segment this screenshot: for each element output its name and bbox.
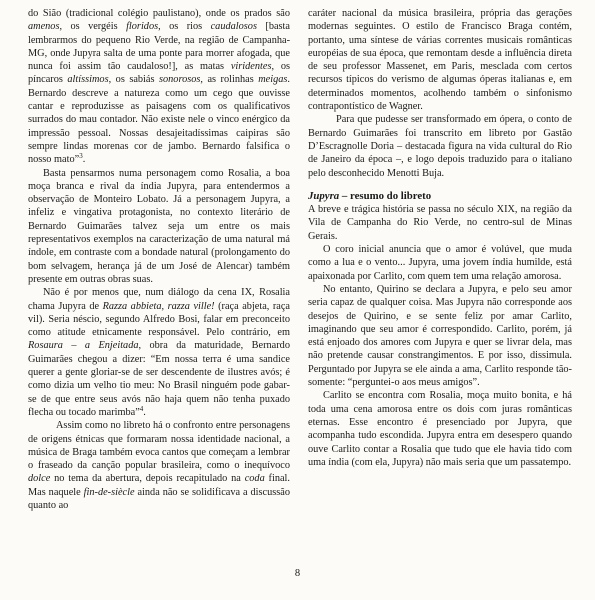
footnote-marker: 4 <box>139 404 144 413</box>
section-heading <box>308 190 572 203</box>
paragraph: A breve e trágica história se passa no século XIX, na região da Vila de Campanha do Rio Verde, no centro-sul de Minas Gerais. <box>308 204 572 242</box>
italic-text: caudalosos <box>210 21 257 33</box>
paragraph: O coro inicial anuncia que o amor é volúvel, que muda como a lua e o vento... Jupyra, uma jovem índia humilde, está apaixonada por Carlito, com quem tem uma relação amorosa. <box>308 244 572 282</box>
section-heading-title: Jupyra <box>308 189 340 202</box>
italic-text: fin-de-siècle <box>83 486 135 498</box>
italic-text: floridos <box>126 21 159 33</box>
italic-text: coda <box>244 473 265 485</box>
italic-text: Razza abbieta, razza ville! <box>102 300 215 312</box>
section-heading-subtitle: – resumo do libreto <box>339 189 432 202</box>
right-column <box>308 7 572 469</box>
italic-text: Rosaura – a Enjeitada <box>28 340 139 352</box>
paragraph: do Sião (tradicional colégio paulistano), onde os prados são amenos, os vergéis floridos, os rios caudalosos [basta lembrarmos do pequeno Rio Verde, na região de Campanha-MG, onde Jupyra salta de uma ponte para morrer afogada, que nunca foi assim tão caudaloso!], as matas viridentes, os píncaros altíssimos, os sabiás sonorosos, as rolinhas meigas. Bernardo descreve a natureza como um cego que ouvisse cantar e reproduzisse as paisagens com os qualificativos surrados do mau contador. Não existe nele o vinco enérgico da impressão pessoal. Nossas desajeitadíssimas caipiras são sempre lindas morenas cor de jambo. Bernardo falsifica o nosso mato”$^3$. <box>28 8 290 166</box>
paragraph: No entanto, Quirino se declara a Jupyra, e pelo seu amor seria capaz de qualquer coisa. Mas Jupyra não corresponde aos desejos de Quirino, e se sente feliz por amar Carlito, imaginando que seu amor é correspondido. Carlito, porém, já está enjoado dos amores com Jupyra e quer se livrar dela, mas não pretende causar constrangimentos. E por isso, dissimula. Perguntado por Jupyra se ele ainda a ama, Carlito responde tão-somente: “perguntei-o aos meus amigos”. <box>308 283 572 389</box>
footnote-marker: 3 <box>79 152 83 161</box>
italic-text: sonorosos <box>159 74 201 86</box>
italic-text: altíssimos <box>67 74 109 86</box>
paragraph: Não é por menos que, num diálogo da cena IX, Rosalia chama Jupyra de Razza abbieta, razza ville! (raça abjeta, raça vil). Seria néscio, segundo Alfredo Bosi, falar em preconceito como atitude etnicamente responsável. Pelo contrário, em Rosaura – a Enjeitada, obra da maturidade, Bernardo Guimarães chegou a dizer: “Em nossa terra é uma sandice querer a gente gloriar-se de ser descendente de ilustres avós; é como dizia um velho tio meu: No Brasil ninguém pode gabar-se de que entre seus avós não haja quem não tenha puxado flecha ou tocado marimba”$^4$. <box>28 287 290 418</box>
italic-text: viridentes <box>230 61 272 73</box>
left-column <box>28 7 290 512</box>
paragraph: caráter nacional da música brasileira, própria das gerações modernas seguintes. O estilo de Francisco Braga contém, portanto, uma síntese de várias correntes musicais românticas européias de sua época, que remontam desde a influência direta de seu professor Massenet, em Paris, mesclada com certos recursos típicos do verismo de algumas óperas italianas e, em determinados momentos, acolhendo também o sinfonismo contrapontístico de Wagner. <box>308 8 572 113</box>
paragraph: Basta pensarmos numa personagem como Rosalia, a boa moça branca e rival da índia Jupyra, para entendermos a observação de Monteiro Lobato. Já a personagem Jupyra, a infeliz e vingativa protagonista, no contexto literário de Bernardo Guimarães talvez seja um entre os mais representativos exemplos na caracterização de uma natural má índole, em contraste com a bondade natural (prolongamento do bom selvagem, herança já de um José de Alencar) também presente em outras obras suas. <box>28 167 290 285</box>
italic-text: dolce <box>28 473 51 485</box>
page-number: 8 <box>294 568 301 579</box>
paragraph: Assim como no libreto há o confronto entre personagens de origens étnicas que formaram nossa identidade nacional, a música de Braga também evoca cantos que começam a lembrar o fraseado da canção popular brasileira, como o inequívoco dolce no tema da abertura, depois recapitulado na coda final. Mas naquele fin-de-siècle ainda não se solidificava a discussão quanto ao <box>28 420 290 511</box>
paragraph: Carlito se encontra com Rosalia, moça muito bonita, e há toda uma cena amorosa entre os dois com juras românticas eternas. Esse encontro é presenciado por Jupyra, que acompanha tudo escondida. Jupyra entra em desespero quando ouve Carlito contar a Rosalia que tudo que ele havia tido com uma índia (com ela, Jupyra) não mais seria que um passatempo. <box>308 390 572 468</box>
italic-text: meigas <box>258 74 288 86</box>
italic-text: amenos <box>28 21 60 33</box>
paragraph: Para que pudesse ser transformado em ópera, o conto de Bernardo Guimarães foi transcrito em libreto por Gastão D’Escragnolle Doria – destacada figura na vida cultural do Rio de Janeiro da época –, e logo depois traduzido para o italiano pelo desconhecido Menotti Buja. <box>308 114 572 179</box>
